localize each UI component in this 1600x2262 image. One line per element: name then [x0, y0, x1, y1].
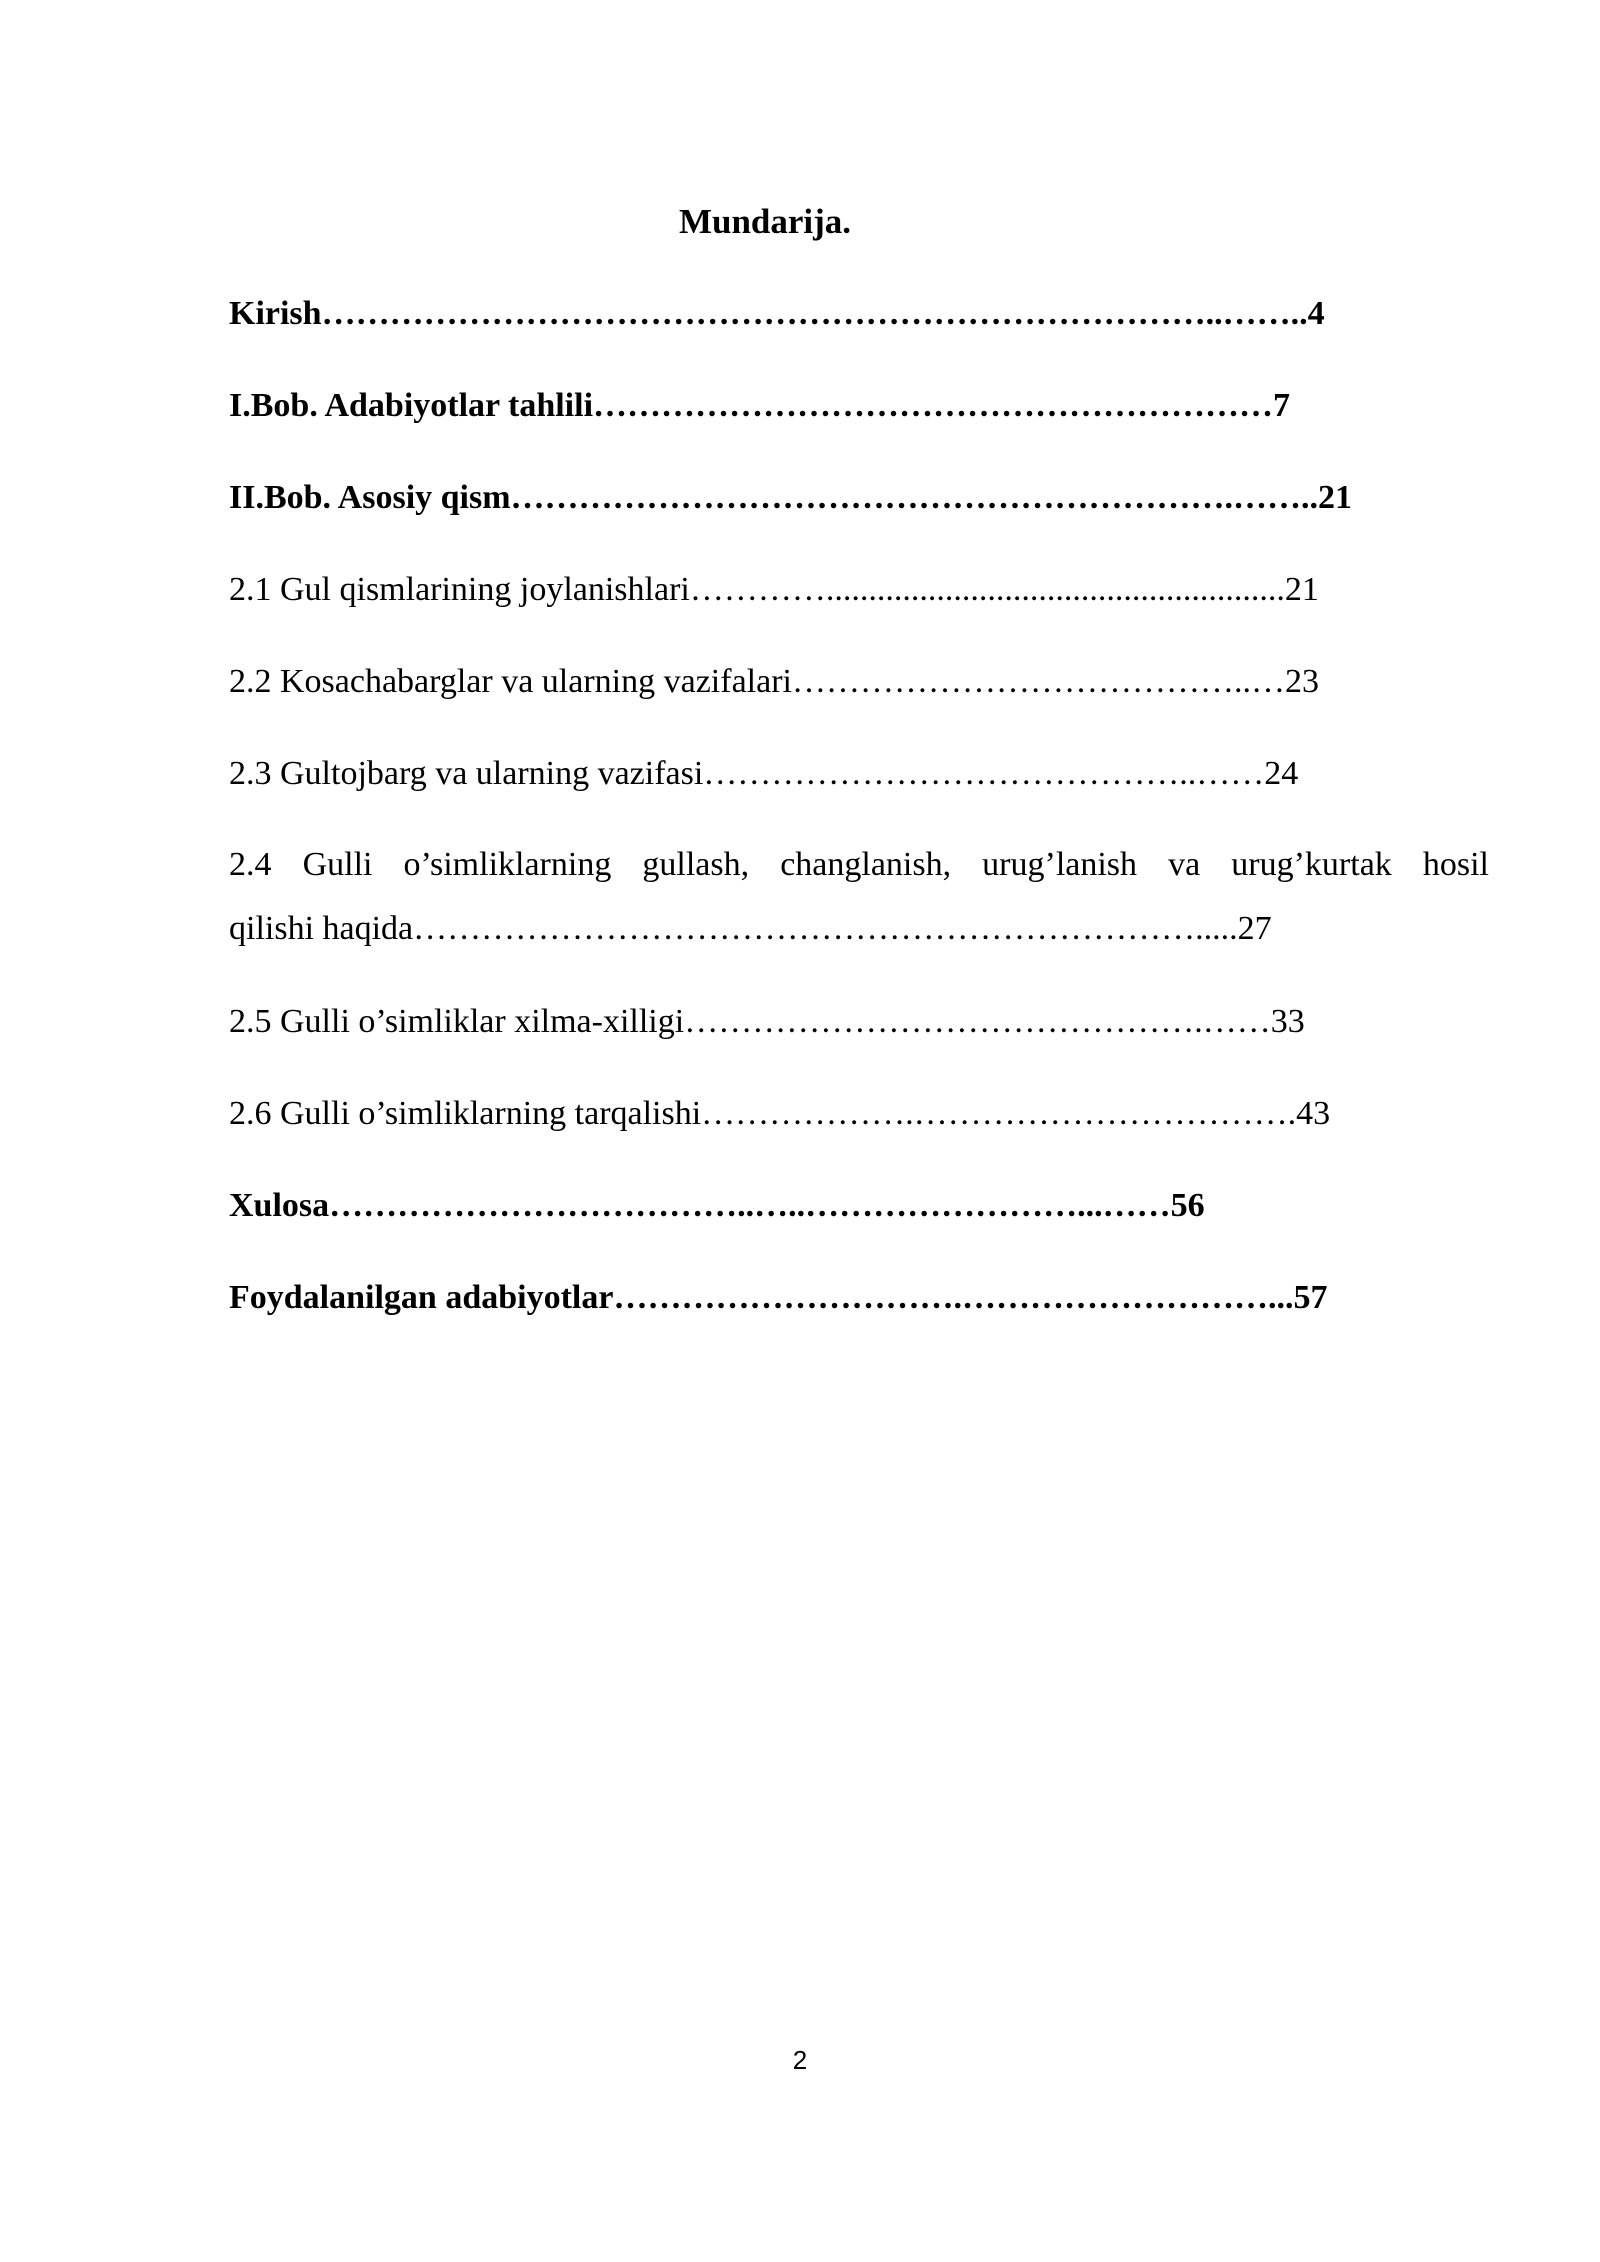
toc-entry-bob-1: I.Bob. Adabiyotlar tahlili……………………………………………………7 — [229, 387, 1291, 424]
toc-entry-kirish: Kirish……………………………………………………………………..……..4 — [229, 295, 1325, 332]
toc-entry-2-4-line-1: 2.4 Gulli o’simliklarning gullash, changlanish, urug’lanish va urug’kurtak hosil — [229, 846, 1489, 883]
toc-entry-2-3: 2.3 Gultojbarg va ularning vazifasi……………………………………..……24 — [229, 755, 1299, 792]
toc-entry-2-1: 2.1 Gul qismlarining joylanishlari…………......................................................21 — [229, 571, 1319, 608]
toc-entry-foydalanilgan-adabiyotlar: Foydalanilgan adabiyotlar………………………….………………………...57 — [229, 1279, 1328, 1316]
page-title: Mundarija. — [678, 202, 852, 241]
toc-entry-2-2: 2.2 Kosachabarglar va ularning vazifalari…………………………………..…23 — [229, 663, 1319, 700]
toc-entry-2-4-line-2: qilishi haqida…………………………………………………………….....27 — [229, 910, 1272, 947]
toc-entry-2-4 — [229, 833, 1489, 961]
page-number: 2 — [792, 2045, 808, 2075]
toc-entry-bob-2: II.Bob. Asosiy qism……………………………………………………….……..21 — [229, 479, 1353, 516]
toc-entry-xulosa: Xulosa………………………………..…..……………………...……56 — [229, 1187, 1205, 1224]
toc-entry-2-5: 2.5 Gulli o’simliklar xilma-xilligi……………………………………….……33 — [229, 1003, 1305, 1040]
toc-entry-2-6: 2.6 Gulli o’simliklarning tarqalishi……………….…………………………….43 — [229, 1095, 1331, 1132]
